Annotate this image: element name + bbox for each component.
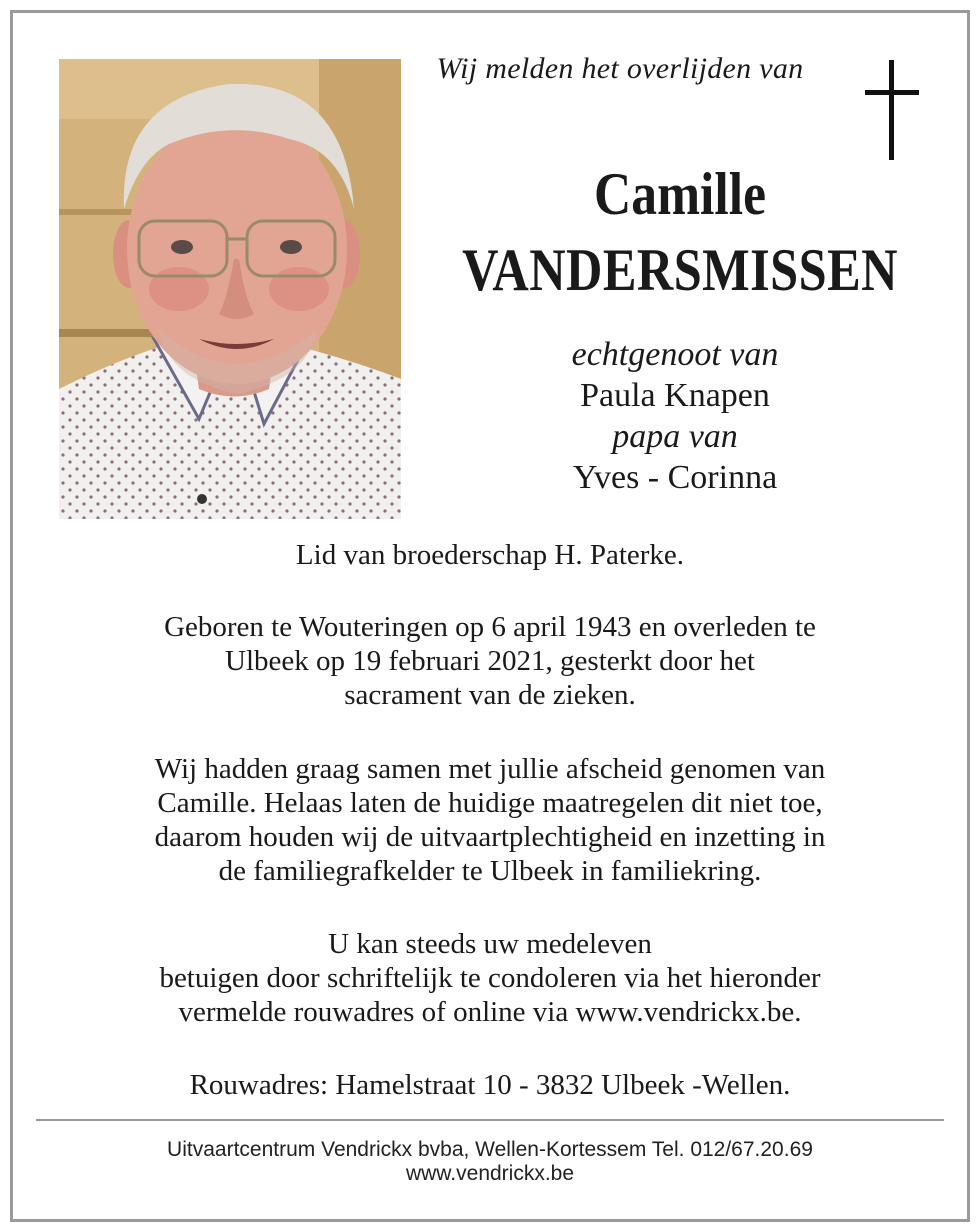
deceased-last-name: VANDERSMISSEN (462, 237, 898, 303)
born-died-line: Geboren te Wouteringen op 6 april 1943 en overleden te (164, 611, 816, 643)
deceased-first-name: Camille (594, 161, 766, 227)
born-died-line: sacrament van de zieken. (344, 679, 636, 711)
condolences-paragraph (40, 927, 940, 1029)
footer-divider (36, 1119, 944, 1121)
intro-line: Wij melden het overlijden van (436, 52, 804, 85)
farewell-line: daarom houden wij de uitvaartplechtigheid en inzetting in (154, 821, 826, 853)
spouse-name: Paula Knapen (580, 377, 770, 414)
farewell-paragraph (40, 752, 940, 888)
condolences-line: betuigen door schriftelijk te condoleren via het hieronder (159, 962, 821, 994)
born-died-paragraph (40, 610, 940, 712)
membership-text: Lid van broederschap H. Paterke. (295, 539, 685, 571)
spouse-relation-label: echtgenoot van (571, 336, 779, 373)
farewell-line: de familiegrafkelder te Ulbeek in familiekring. (218, 855, 762, 887)
funeral-home-website: www.vendrickx.be (405, 1162, 575, 1185)
portrait-photo (59, 59, 401, 519)
funeral-home-info: Uitvaartcentrum Vendrickx bvba, Wellen-Kortessem Tel. 012/67.20.69 (167, 1138, 813, 1161)
children-relation-label: papa van (612, 418, 738, 455)
condolences-line: U kan steeds uw medeleven (328, 928, 652, 960)
farewell-line: Wij hadden graag samen met jullie afscheid genomen van (154, 753, 826, 785)
mourning-address: Rouwadres: Hamelstraat 10 - 3832 Ulbeek -Wellen. (189, 1069, 791, 1101)
farewell-line: Camille. Helaas laten de huidige maatregelen dit niet toe, (157, 787, 823, 819)
cross-icon (862, 60, 924, 160)
children-names: Yves - Corinna (572, 459, 778, 496)
condolences-line: vermelde rouwadres of online via www.vendrickx.be. (178, 996, 802, 1028)
born-died-line: Ulbeek op 19 februari 2021, gesterkt door het (225, 645, 755, 677)
